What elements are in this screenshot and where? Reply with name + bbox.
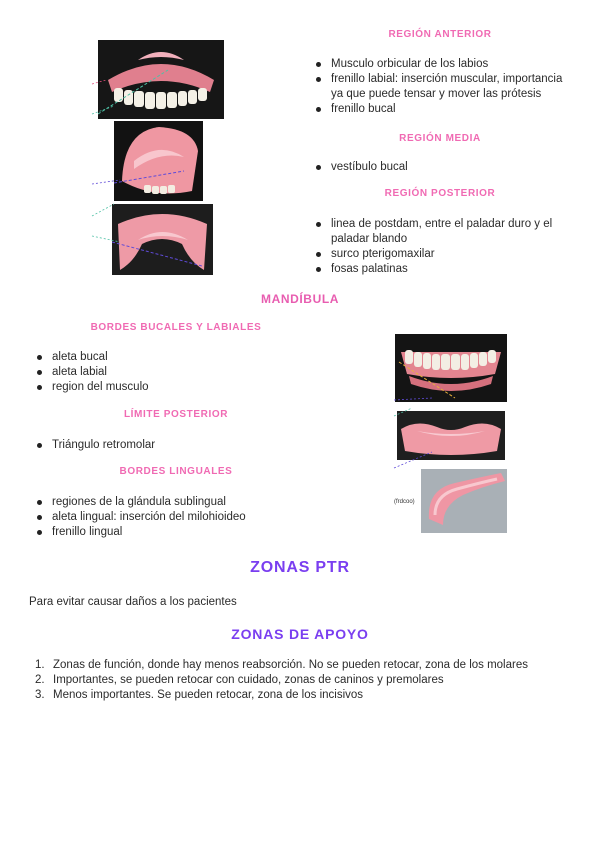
zonas-apoyo-list xyxy=(29,658,569,703)
region-media-heading: REGIÓN MEDIA xyxy=(399,133,481,144)
region-anterior-list xyxy=(316,57,566,117)
zonas-apoyo-heading: ZONAS DE APOYO xyxy=(231,626,369,642)
list-item: frenillo labial: inserción muscular, importancia ya que puede tensar y mover las prótesis xyxy=(316,72,566,102)
list-item: frenillo lingual xyxy=(37,525,357,540)
list-item: region del musculo xyxy=(37,380,337,395)
annotation-lines-upper xyxy=(90,80,130,260)
list-item: Triángulo retromolar xyxy=(37,438,337,453)
bordes-bucales-heading: BORDES BUCALES Y LABIALES xyxy=(90,322,262,333)
list-item: linea de postdam, entre el paladar duro y el paladar blando xyxy=(316,217,566,247)
bordes-linguales-list xyxy=(37,495,357,540)
lower-denture-top-photo xyxy=(421,469,507,533)
list-item: 1. Zonas de función, donde hay menos reabsorción. No se pueden retocar, zona de los molares xyxy=(35,659,528,671)
list-item: vestíbulo bucal xyxy=(316,160,566,175)
region-posterior-list xyxy=(316,217,566,277)
zonas-ptr-heading: ZONAS PTR xyxy=(250,559,350,576)
region-anterior-heading: REGIÓN ANTERIOR xyxy=(388,29,492,40)
bordes-linguales-heading: BORDES LINGUALES xyxy=(119,466,233,477)
list-item: aleta bucal xyxy=(37,350,337,365)
photo-annotation-label: (frdcoo) xyxy=(394,499,415,505)
list-item: aleta labial xyxy=(37,365,337,380)
list-item: fosas palatinas xyxy=(316,262,566,277)
list-item: surco pterigomaxilar xyxy=(316,247,566,262)
annotation-lines-lower xyxy=(392,360,452,470)
list-item: 2. Importantes, se pueden retocar con cuidado, zonas de caninos y premolares xyxy=(35,674,444,686)
list-item: regiones de la glándula sublingual xyxy=(37,495,357,510)
list-item: Musculo orbicular de los labios xyxy=(316,57,566,72)
bordes-bucales-list xyxy=(37,350,337,395)
region-posterior-heading: REGIÓN POSTERIOR xyxy=(384,188,496,199)
list-item: aleta lingual: inserción del milohioideo xyxy=(37,510,357,525)
region-media-list xyxy=(316,160,566,175)
zonas-ptr-intro: Para evitar causar daños a los pacientes xyxy=(29,596,237,608)
list-item: 3. Menos importantes. Se pueden retocar, zona de los incisivos xyxy=(35,689,364,701)
list-item: frenillo bucal xyxy=(316,102,566,117)
mandibula-heading: MANDÍBULA xyxy=(260,292,340,306)
limite-posterior-list xyxy=(37,438,337,453)
limite-posterior-heading: LÍMITE POSTERIOR xyxy=(123,409,229,420)
